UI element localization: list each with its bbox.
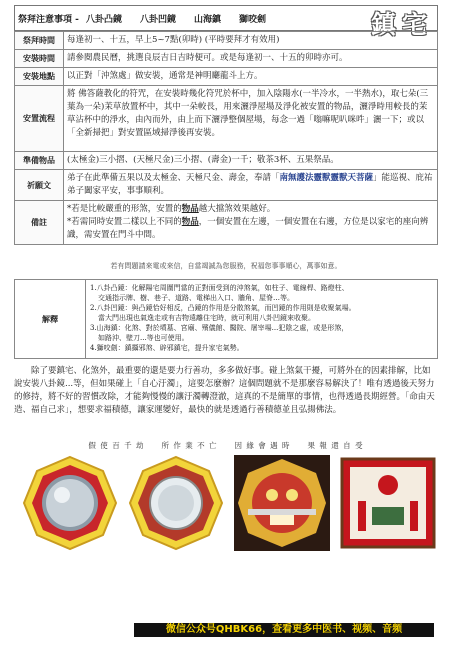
concave-mirror-image <box>128 455 224 551</box>
row-label: 準備物品 <box>15 152 64 170</box>
remark-a: *若是比較嚴重的形煞，安置的物品越大擋煞效果越好。 <box>67 204 276 214</box>
prayer-text-pre: 弟子在此準備五果以及太極金、天極尺金、壽金，奉請「 <box>67 173 280 183</box>
prayer-text-post: 」能巡視、庇祐弟子闔家平安，事事順利。 <box>67 173 433 196</box>
explanation-line: 4.獅咬劍：鎮攝邪煞、辟邪鎮宅，提升家宅氣勢。 <box>90 344 244 352</box>
product-images <box>14 455 438 555</box>
header-bar <box>14 5 438 39</box>
body-paragraph: 除了要鎮宅、化煞外，最重要的還是要力行善功，多多做好事。碰上煞氣干擾，可將外在的因素排解，比如說安裝八卦鏡...等，但如果碰上「自心汙濁」，這要怎麼辦？這個問題就不是那麼容易解決了！唯有透過後天努力的修持，將不好的習慣改除，才能夠慢慢的讓汙濁轉澄澈，這真的不是簡單的事情，也得透過長期經營。「命由天造、福自己求」，想要求福積德，讓家運變好，最快的就是透過行善積德並且弘揚佛法。 <box>14 366 435 415</box>
header-item-lion-sword: 獅咬劍 <box>239 14 267 25</box>
explanation-box <box>14 279 438 359</box>
row-text: 將 佛答薩教化的符咒，在安裝時幾化符咒於杯中，加入陰陽水(一半冷水，一半熱水)，取七朵(三葉為一朵)茉草放置杯中，其中一朵較長，用來灑淨屋場及淨化被安置的物品，灑淨時用較長的茉草沾杯中的淨水，由內而外，由上而下灑淨整個屋場，每念一過「嗡嘛呢叭咪吽」灑一下；或以「全新掃把」對安置區域掃淨後再安裝。 <box>64 86 438 152</box>
explanation-label: 解釋 <box>15 280 86 358</box>
contact-note: 若有問題請來電或來信，自當竭誠為您服務，祝福您事事順心，萬事如意。 <box>110 262 342 270</box>
header-title: 祭拜注意事項 - <box>18 14 79 25</box>
row-label: 祈願文 <box>15 170 64 201</box>
table-row <box>15 32 438 50</box>
explanation-line: 2.八卦凹鏡：與凸鏡恰好相反，凸鏡的作用是分散煞氣，而凹鏡的作用則是收聚氣場。 <box>90 304 356 312</box>
watermark-banner: 微信公众号QHBK66，查看更多中医书、视频、音频 <box>134 623 434 637</box>
row-label: 安裝地點 <box>15 68 64 86</box>
table-row <box>15 152 438 170</box>
row-label: 安置流程 <box>15 86 64 152</box>
convex-mirror-image <box>22 455 118 551</box>
explanation-line: 1.八卦凸鏡：化解陽宅周圍門當的正對面受到的沖煞氣，如柱子、電線桿、路燈柱、 <box>90 284 349 292</box>
table-row <box>15 50 438 68</box>
explanation-line: 當大門出現也氣逸走或有吉物遠離住宅時，就可利用八卦凹鏡來收聚。 <box>98 314 315 322</box>
table-row <box>15 170 438 201</box>
row-label: 祭拜時間 <box>15 32 64 50</box>
lion-sword-image <box>234 455 330 551</box>
explanation-line: 如路沖、壁刀...等也可使用。 <box>98 334 189 342</box>
prayer-highlight: 南無護法靈獸靈獸天菩薩 <box>279 173 374 183</box>
seal-logo: 鎮宅 <box>370 10 433 39</box>
row-label: 安裝時間 <box>15 50 64 68</box>
row-text: 請參閱農民曆，挑選良辰吉日吉時便可。或是每逢初一、十五的卯時亦可。 <box>64 50 438 68</box>
document-page <box>14 5 438 645</box>
header-items <box>86 12 266 25</box>
remark-b: *若需同時安置二樣以上不同的物品，一個安置在左邊，一個安置在右邊，方位是以家宅的座向辨識，需安置在門斗中間。 <box>67 217 429 240</box>
row-text <box>64 170 438 201</box>
row-text: 以正對「沖煞處」做安裝，通常是神明廳龍斗上方。 <box>64 68 438 86</box>
explanation-line: 3.山海鎮：化煞、對於墳墓、宮廟、殯儀館、醫院、屠宰場...犯陰之處，或是形煞， <box>90 324 349 332</box>
sutra-captions: 假 使 百 千 劫 所 作 業 不 亡 因 緣 會 遇 時 果 報 還 自 受 <box>88 441 364 450</box>
row-text <box>64 201 438 245</box>
table-row <box>15 201 438 245</box>
header-item-shanhai: 山海鎮 <box>194 14 222 25</box>
table-row <box>15 86 438 152</box>
table-row <box>15 68 438 86</box>
header-item-concave-mirror: 八卦凹鏡 <box>140 14 177 25</box>
info-table <box>14 31 438 245</box>
header-item-convex-mirror: 八卦凸鏡 <box>86 14 123 25</box>
explanation-line: 交通指示牌、樹、巷子、道路、電梯出入口、牆角、屋脊…等。 <box>98 294 294 302</box>
explanation-body <box>86 280 437 358</box>
row-label: 備註 <box>15 201 64 245</box>
row-text: 每逢初一、十五，早上5~7點(卯時) (平時要拜才有效用) <box>64 32 438 50</box>
shanhai-plaque-image <box>340 455 436 551</box>
row-text: (太極金)三小摺、(天極尺金)三小摺、(壽金)一千；敬茶3杯、五果祭品。 <box>64 152 438 170</box>
